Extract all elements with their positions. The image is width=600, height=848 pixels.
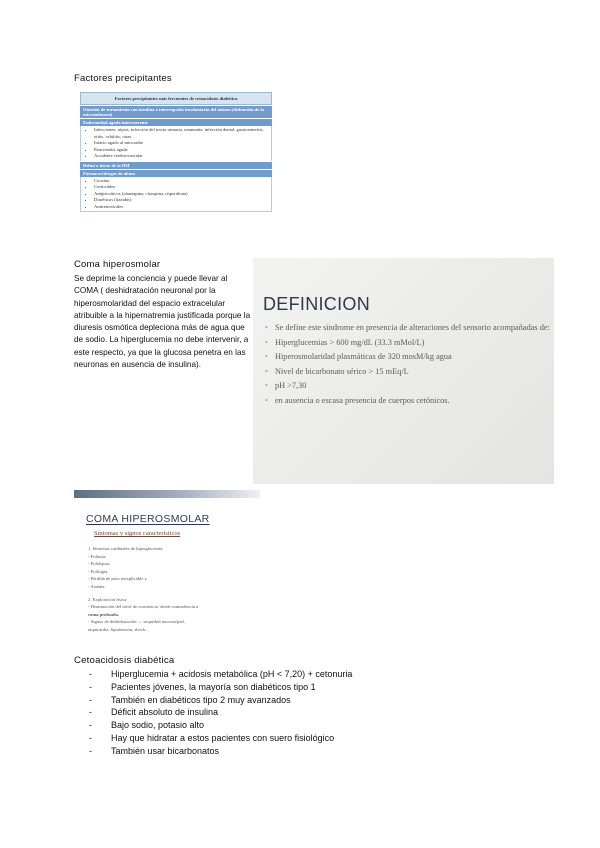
dash-marker: - — [89, 732, 92, 743]
list-item-text: También en diabéticos tipo 2 muy avanzados — [111, 694, 291, 705]
table-item: • Corticoides — [94, 184, 268, 191]
dash-marker: - — [89, 681, 92, 692]
slide-top-bar — [74, 490, 260, 498]
table-item: • Cocaína — [94, 178, 268, 185]
list-item-text: Hiperglucemia + acidosis metabólica (pH < 7,20) + cetonuria — [111, 669, 353, 679]
slide-line: coma profundo. — [88, 611, 120, 617]
table-title: Factores precipitantes más frecuentes de cetoacidosis diabética — [80, 92, 272, 105]
slide-subtitle: Síntomas y signos característicos — [94, 530, 181, 537]
table-row-omision: Omisión de tratamiento con insulina o interrupción involuntaria del mismo (disfunción de la microinfusora) — [80, 106, 272, 118]
list-item — [85, 706, 352, 719]
table-item: • Infarto agudo al miocardio — [94, 140, 268, 147]
coma-paragraph: Se deprime la conciencia y puede llevar al COMA ( deshidratación neuronal por la hiperosmolaridad del espacio extracelular atribuible a la hipernatremia justificada porque la diuresis osmótica depleciona más de agua que de sodio. La hiperglucemia no debe intervenir, a este respecto, ya que la glucosa penetra en las neuronas en ausencia de insulina). — [74, 274, 251, 370]
table-item: • Antipsicóticos (olanzapina, clozapina, risperidona) — [94, 191, 268, 198]
bullet-icon: • — [265, 381, 268, 390]
list-item — [85, 694, 352, 707]
list-item-text: Hay que hidratar a estos pacientes con suero fisiológico — [111, 732, 335, 743]
coma-hiperosmolar-slide — [74, 490, 260, 640]
table-item: • Accidente cerebrovascular — [94, 153, 268, 160]
slide-line: - Pérdida de peso inexplicable y — [88, 576, 147, 582]
list-item — [265, 337, 550, 348]
bullet-text: pH >7,30 — [275, 381, 307, 390]
bullet-text: Nivel de bicarbonato sérico > 15 mEq/L — [275, 366, 409, 376]
slide-line: - Disminución del nivel de conciencia, desde somnolencia a — [88, 604, 199, 610]
list-item — [85, 668, 352, 681]
definicion-bullets — [265, 322, 550, 409]
list-item-text: Bajo sodio, potasio alto — [111, 720, 205, 731]
slide-line: - Astenia. — [88, 583, 106, 589]
list-item — [85, 681, 352, 694]
list-item — [265, 366, 550, 377]
table-group-enfermedad-items — [80, 126, 272, 161]
heading-coma-hiperosmolar: Coma hiperosmolar — [74, 259, 161, 270]
bullet-icon: • — [265, 323, 268, 332]
slide-line: taquicardia, hipotensión, shock... — [88, 626, 149, 632]
heading-cetoacidosis: Cetoacidosis diabética — [74, 655, 175, 666]
slide-title: DEFINICION — [263, 294, 371, 314]
heading-factores-precipitantes: Factores precipitantes — [74, 73, 172, 84]
bullet-icon: • — [265, 366, 268, 376]
bullet-text: Hiperosmolaridad plasmáticas de 320 mosM/kg agua — [275, 352, 452, 361]
bullet-text: Se define este síndrome en presencia de alteraciones del sensorio acompañadas de: — [275, 323, 550, 332]
bullet-icon: • — [265, 337, 268, 347]
bullet-text: Hiperglucemias > 600 mg/dL (33.3 mMol/L) — [275, 337, 425, 347]
list-item — [265, 322, 550, 333]
table-item: • Infecciones: sépsis, infección del tracto urinario, neumonía, infección dental, gastroenteritis, otitis, celulitis, otras — [94, 127, 268, 140]
bullet-icon: • — [265, 395, 268, 405]
table-group-farmacos-items — [80, 177, 272, 213]
slide-line: 1. Síntomas cardinales de hiperglucemia: — [88, 546, 164, 551]
list-item-text: También usar bicarbonatos — [111, 745, 220, 756]
slide-lines — [88, 545, 258, 634]
slide-line: - Poliuria, — [88, 553, 107, 559]
dash-marker: - — [89, 669, 92, 679]
list-item — [265, 351, 550, 362]
table-item: • Pancreatitis aguda — [94, 147, 268, 154]
table-group-debut: Debut o inicio de la DM — [80, 162, 272, 169]
list-item-text: Déficit absoluto de insulina — [111, 707, 219, 718]
list-item — [85, 745, 352, 758]
dash-marker: - — [89, 720, 92, 731]
bullet-icon: • — [265, 352, 268, 361]
list-item — [265, 380, 550, 391]
slide-line: - Polifagia, — [88, 568, 109, 574]
bullet-text: en ausencia o escasa presencia de cuerpos cetónicos. — [275, 395, 450, 405]
slide-title: COMA HIPEROSMOLAR — [86, 513, 210, 525]
dash-marker: - — [89, 694, 92, 705]
table-item: • Antiretrovirales — [94, 204, 268, 211]
list-item-text: Pacientes jóvenes, la mayoría son diabéticos tipo 1 — [111, 681, 316, 692]
precipitating-factors-table — [80, 92, 272, 212]
slide-line: - Polidipsia, — [88, 561, 111, 567]
table-group-farmacos: Fármacos/drogas de abuso — [80, 170, 272, 177]
table-group-enfermedad: Enfermedad aguda intercurrente — [80, 119, 272, 126]
table-item: • Diuréticos (tiazidas) — [94, 197, 268, 204]
dash-marker: - — [89, 745, 92, 756]
list-item — [85, 719, 352, 732]
cetoacidosis-list — [85, 668, 352, 758]
slide-line: - Signos de deshidratación → sequedad mucosa/piel, — [88, 619, 186, 625]
definicion-slide — [253, 258, 554, 484]
list-item — [85, 732, 352, 745]
slide-line: 2. Exploración física: — [88, 596, 128, 602]
list-item — [265, 395, 550, 406]
dash-marker: - — [89, 707, 92, 718]
